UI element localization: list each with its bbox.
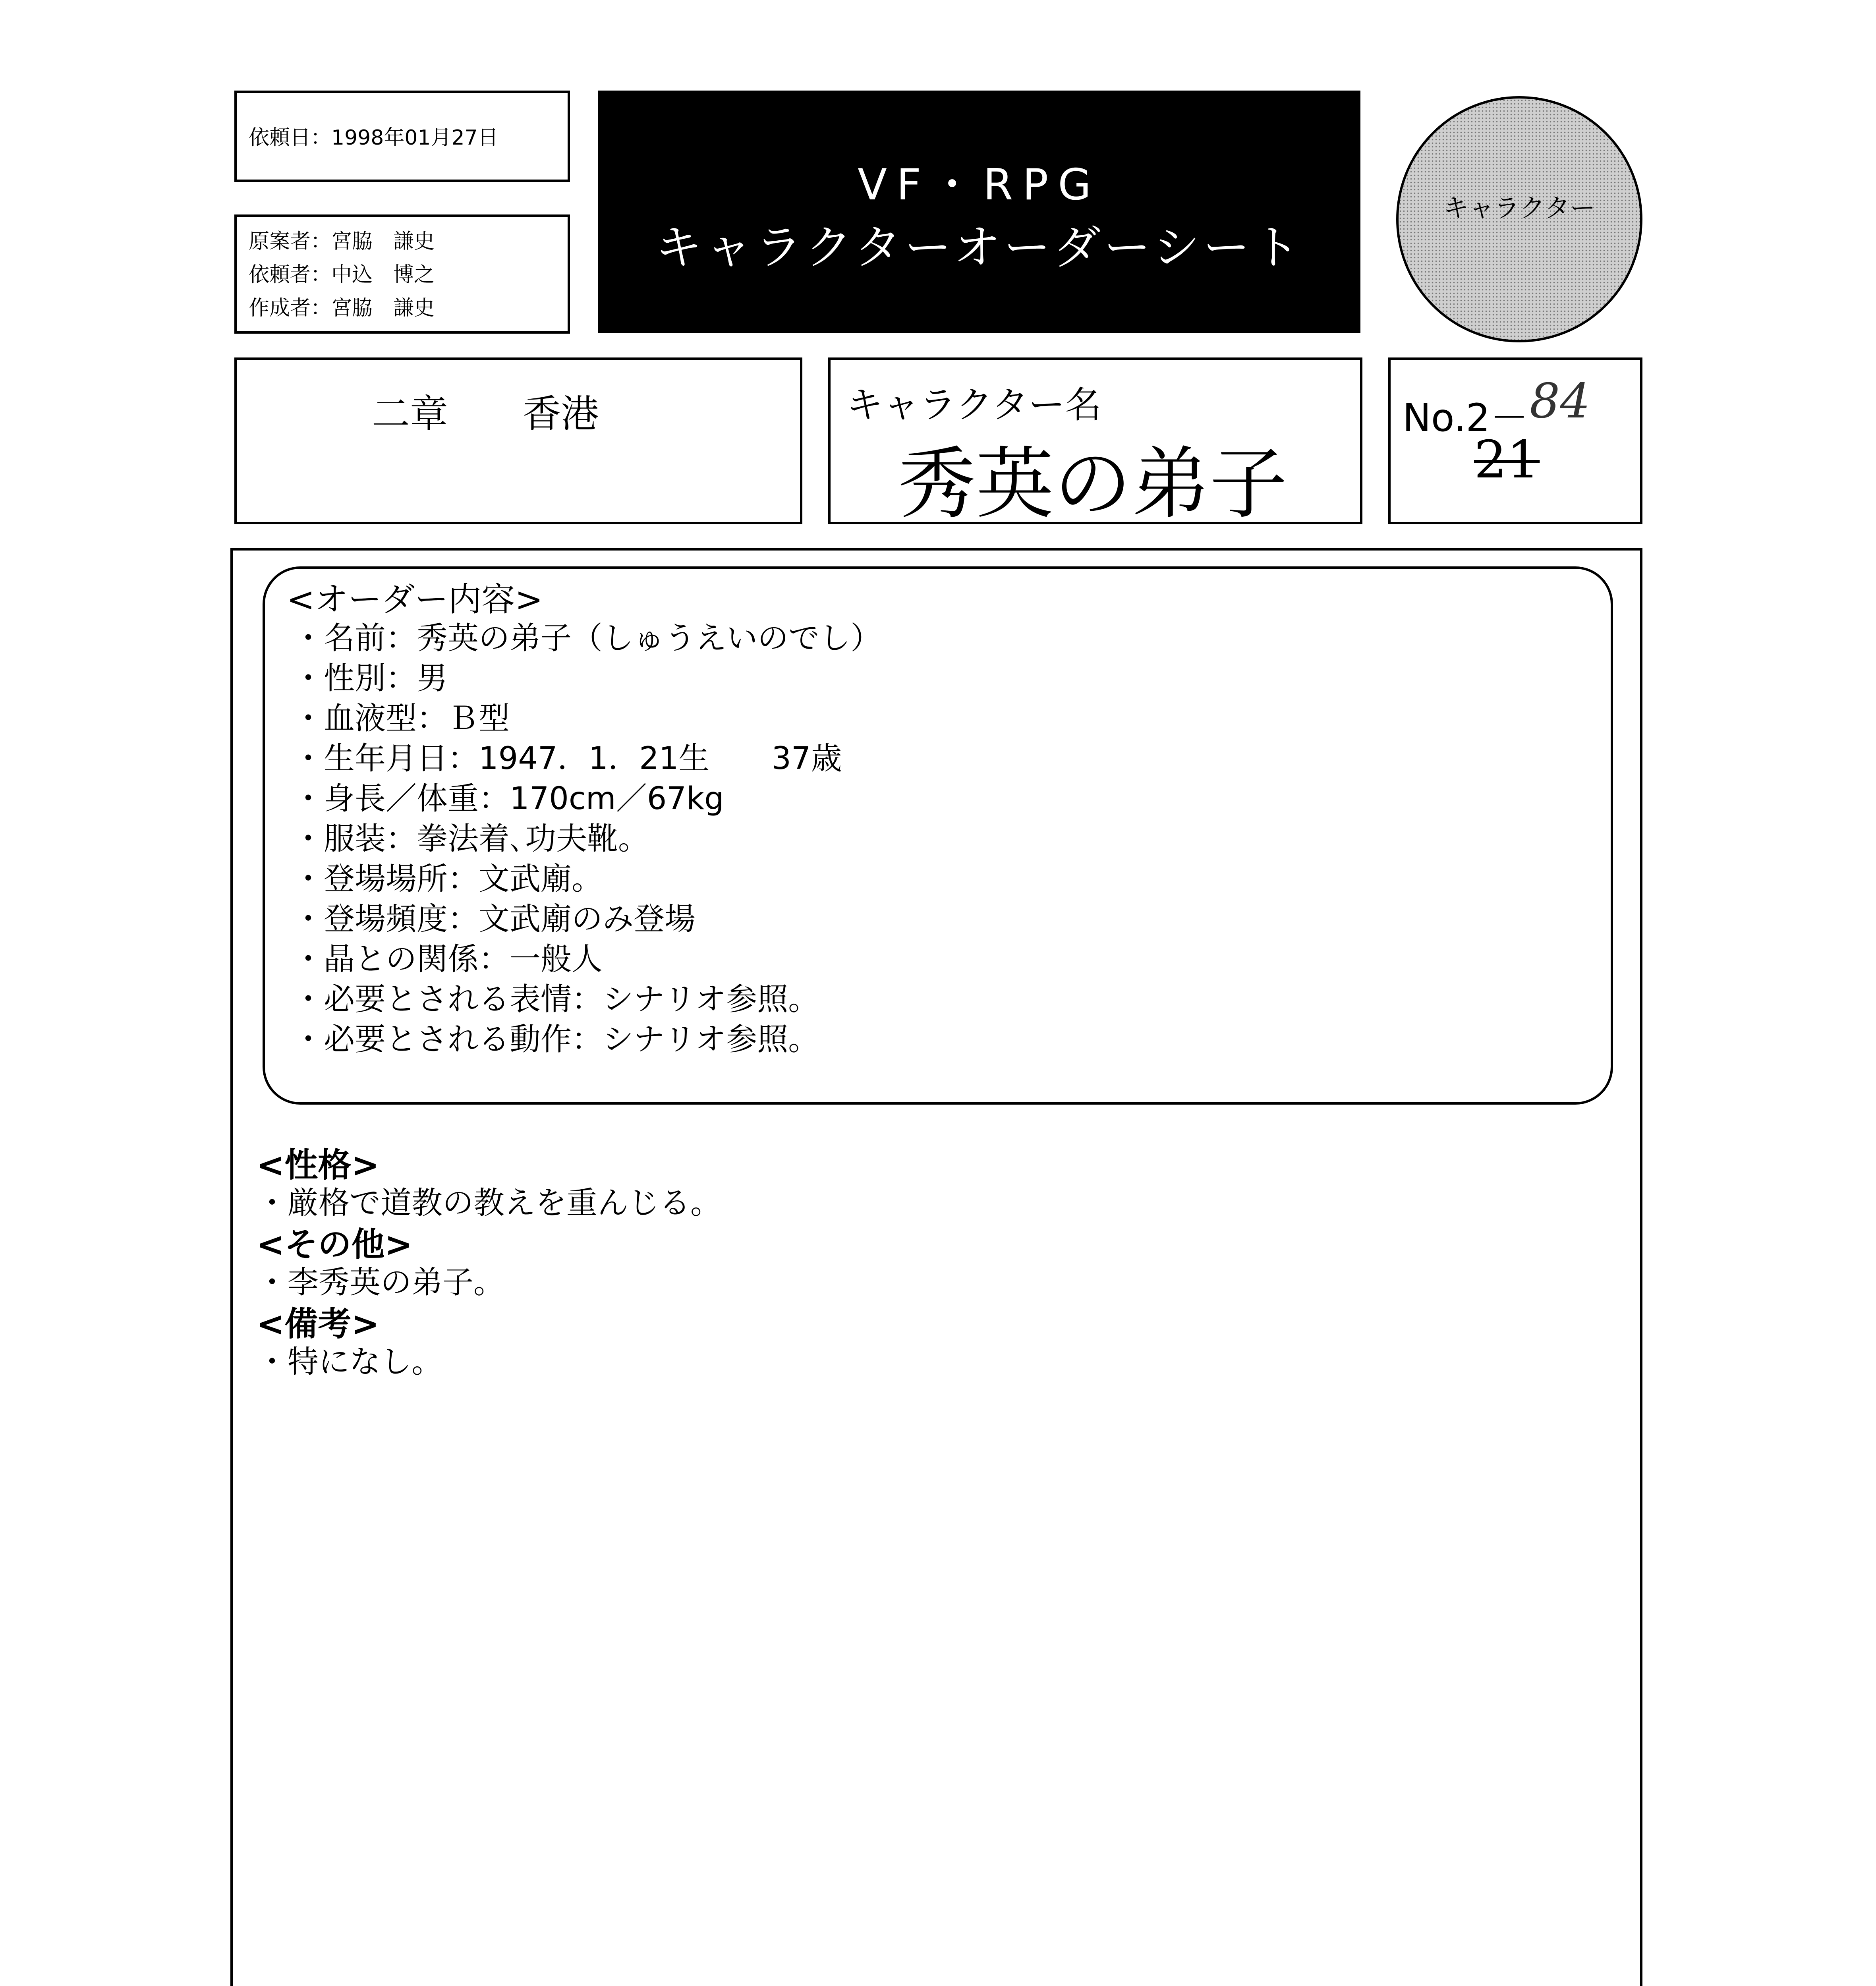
- sheet-number-handwritten: 84: [1530, 374, 1590, 429]
- credit-requester: 依頼者：中込 博之: [249, 263, 435, 287]
- order-item-relation: ・晶との関係：一般人: [293, 941, 603, 977]
- order-panel: [263, 566, 1613, 1105]
- notes-heading: <備考>: [257, 1304, 379, 1343]
- order-item-name: ・名前：秀英の弟子（しゅうえいのでし）: [293, 620, 882, 656]
- request-date-box: [234, 91, 570, 182]
- order-item-clothing: ・服装：拳法着､功夫靴。: [293, 821, 649, 857]
- order-list: [293, 618, 881, 1060]
- order-item-frequency: ・登場頻度：文武廟のみ登場: [293, 901, 696, 937]
- credit-author: 作成者：宮脇 謙史: [249, 296, 435, 320]
- order-item-expressions: ・必要とされる表情：シナリオ参照。: [293, 981, 819, 1017]
- order-item-motions: ・必要とされる動作：シナリオ参照。: [293, 1022, 819, 1057]
- credits-box: [234, 214, 570, 334]
- category-circle: [1396, 96, 1642, 342]
- sheet-number-box: [1388, 357, 1642, 524]
- credit-planner: 原案者：宮脇 謙史: [249, 230, 435, 253]
- category-label: キャラクター: [1443, 194, 1596, 223]
- other-heading: <その他>: [257, 1225, 413, 1264]
- sheet-number-prefix: No.2－: [1403, 396, 1528, 440]
- sheet-title-block: [598, 91, 1360, 333]
- order-item-height-weight: ・身長／体重：170cm／67kg: [293, 781, 724, 817]
- personality-text: ・厳格で道教の教えを重んじる。: [257, 1185, 722, 1221]
- content-box: [230, 548, 1642, 1986]
- personality-heading: <性格>: [257, 1146, 379, 1184]
- chapter-location: 香港: [523, 392, 599, 436]
- order-item-location: ・登場場所：文武廟。: [293, 861, 603, 897]
- order-item-blood-type: ・血液型：Ｂ型: [293, 701, 510, 736]
- character-name-box: [828, 357, 1362, 529]
- character-name-value: 秀英の弟子: [898, 439, 1288, 529]
- chapter-number: 二章: [372, 392, 448, 436]
- order-item-birthdate: ・生年月日：1947．1．21生 37歳: [293, 741, 842, 777]
- order-heading: <オーダー内容>: [287, 580, 543, 619]
- sheet-number-crossed-out: 21: [1474, 429, 1540, 490]
- order-item-gender: ・性別：男: [293, 661, 448, 696]
- request-date: 依頼日：1998年01月27日: [249, 126, 498, 150]
- chapter-box: [234, 357, 802, 524]
- sheet-title-line2: キャラクターオーダーシート: [655, 220, 1303, 275]
- character-name-label: キャラクター名: [846, 384, 1102, 426]
- other-text: ・李秀英の弟子。: [257, 1265, 505, 1300]
- sheet-title-line1: VF・RPG: [858, 160, 1101, 210]
- notes-text: ・特になし。: [257, 1344, 443, 1380]
